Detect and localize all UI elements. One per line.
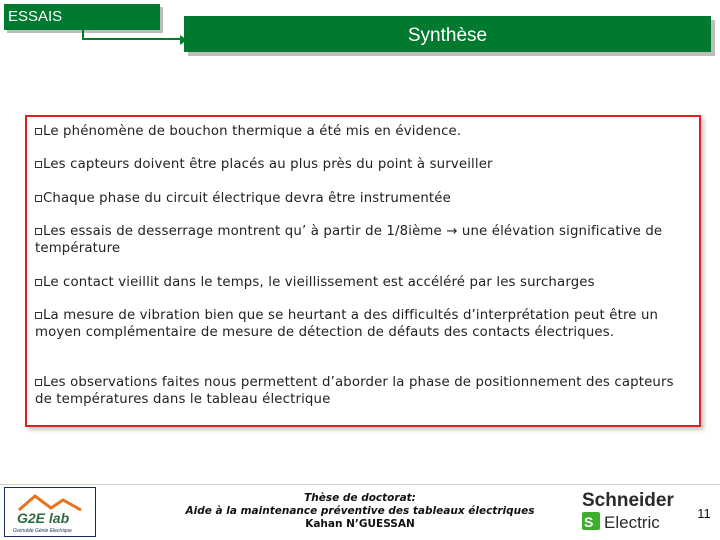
checkbox-bullet-icon — [35, 379, 42, 386]
checkbox-bullet-icon — [35, 228, 42, 235]
schneider-electric-logo — [580, 488, 680, 536]
thesis-line-2: Aide à la maintenance préventive des tableaux électriques — [185, 505, 535, 517]
bullet-item — [35, 274, 693, 291]
bullet-text: Chaque phase du circuit électrique devra être instrumentée — [43, 191, 451, 206]
slide-title: Synthèse — [407, 25, 488, 46]
summary-box — [25, 115, 701, 427]
thesis-author: Kahan N’GUESSAN — [305, 518, 415, 530]
bullet-text: Les observations faites nous permettent d’aborder la phase de positionnement des capteurs de températures dans le tableau électrique — [35, 375, 674, 407]
g2elab-logo — [4, 487, 96, 537]
section-label — [4, 4, 160, 30]
bullet-text: La mesure de vibration bien que se heurtant a des difficultés d’interprétation peut être un moyen complémentaire de mesure de détection de défauts des contacts électriques. — [35, 308, 659, 340]
g2elab-logo-subtext: Grenoble Génie Electrique — [13, 528, 72, 534]
bullet-item — [35, 223, 693, 257]
bullet-text: Le phénomène de bouchon thermique a été mis en évidence. — [43, 124, 462, 139]
bullet-item — [35, 156, 693, 173]
g2elab-logo-graphic — [5, 488, 95, 536]
connector-line — [82, 30, 182, 40]
checkbox-bullet-icon — [35, 128, 42, 135]
g2elab-logo-name: G2E lab — [17, 510, 70, 526]
schneider-logo-line-1: Schneider — [582, 490, 674, 511]
footer-divider — [0, 484, 720, 485]
checkbox-bullet-icon — [35, 195, 42, 202]
bullet-item — [35, 123, 693, 140]
thesis-caption — [170, 492, 550, 531]
bullet-item — [35, 374, 693, 408]
title-bar — [184, 16, 711, 52]
bullet-text: Les essais de desserrage montrent qu’ à partir de 1/8ième → une élévation significative de température — [35, 224, 663, 256]
schneider-logo-graphic — [580, 488, 680, 536]
bullet-text: Les capteurs doivent être placés au plus près du point à surveiller — [43, 157, 493, 172]
section-label-text: ESSAIS — [8, 8, 63, 25]
checkbox-bullet-icon — [35, 279, 42, 286]
checkbox-bullet-icon — [35, 161, 42, 168]
schneider-logo-line-2: Electric — [604, 513, 660, 532]
thesis-line-1: Thèse de doctorat: — [304, 492, 416, 504]
bullet-item — [35, 190, 693, 207]
bullet-item — [35, 307, 693, 341]
page-number: 11 — [697, 506, 711, 521]
svg-text:S: S — [584, 514, 594, 530]
bullet-text: Le contact vieillit dans le temps, le vieillissement est accéléré par les surcharges — [43, 275, 595, 290]
checkbox-bullet-icon — [35, 312, 42, 319]
